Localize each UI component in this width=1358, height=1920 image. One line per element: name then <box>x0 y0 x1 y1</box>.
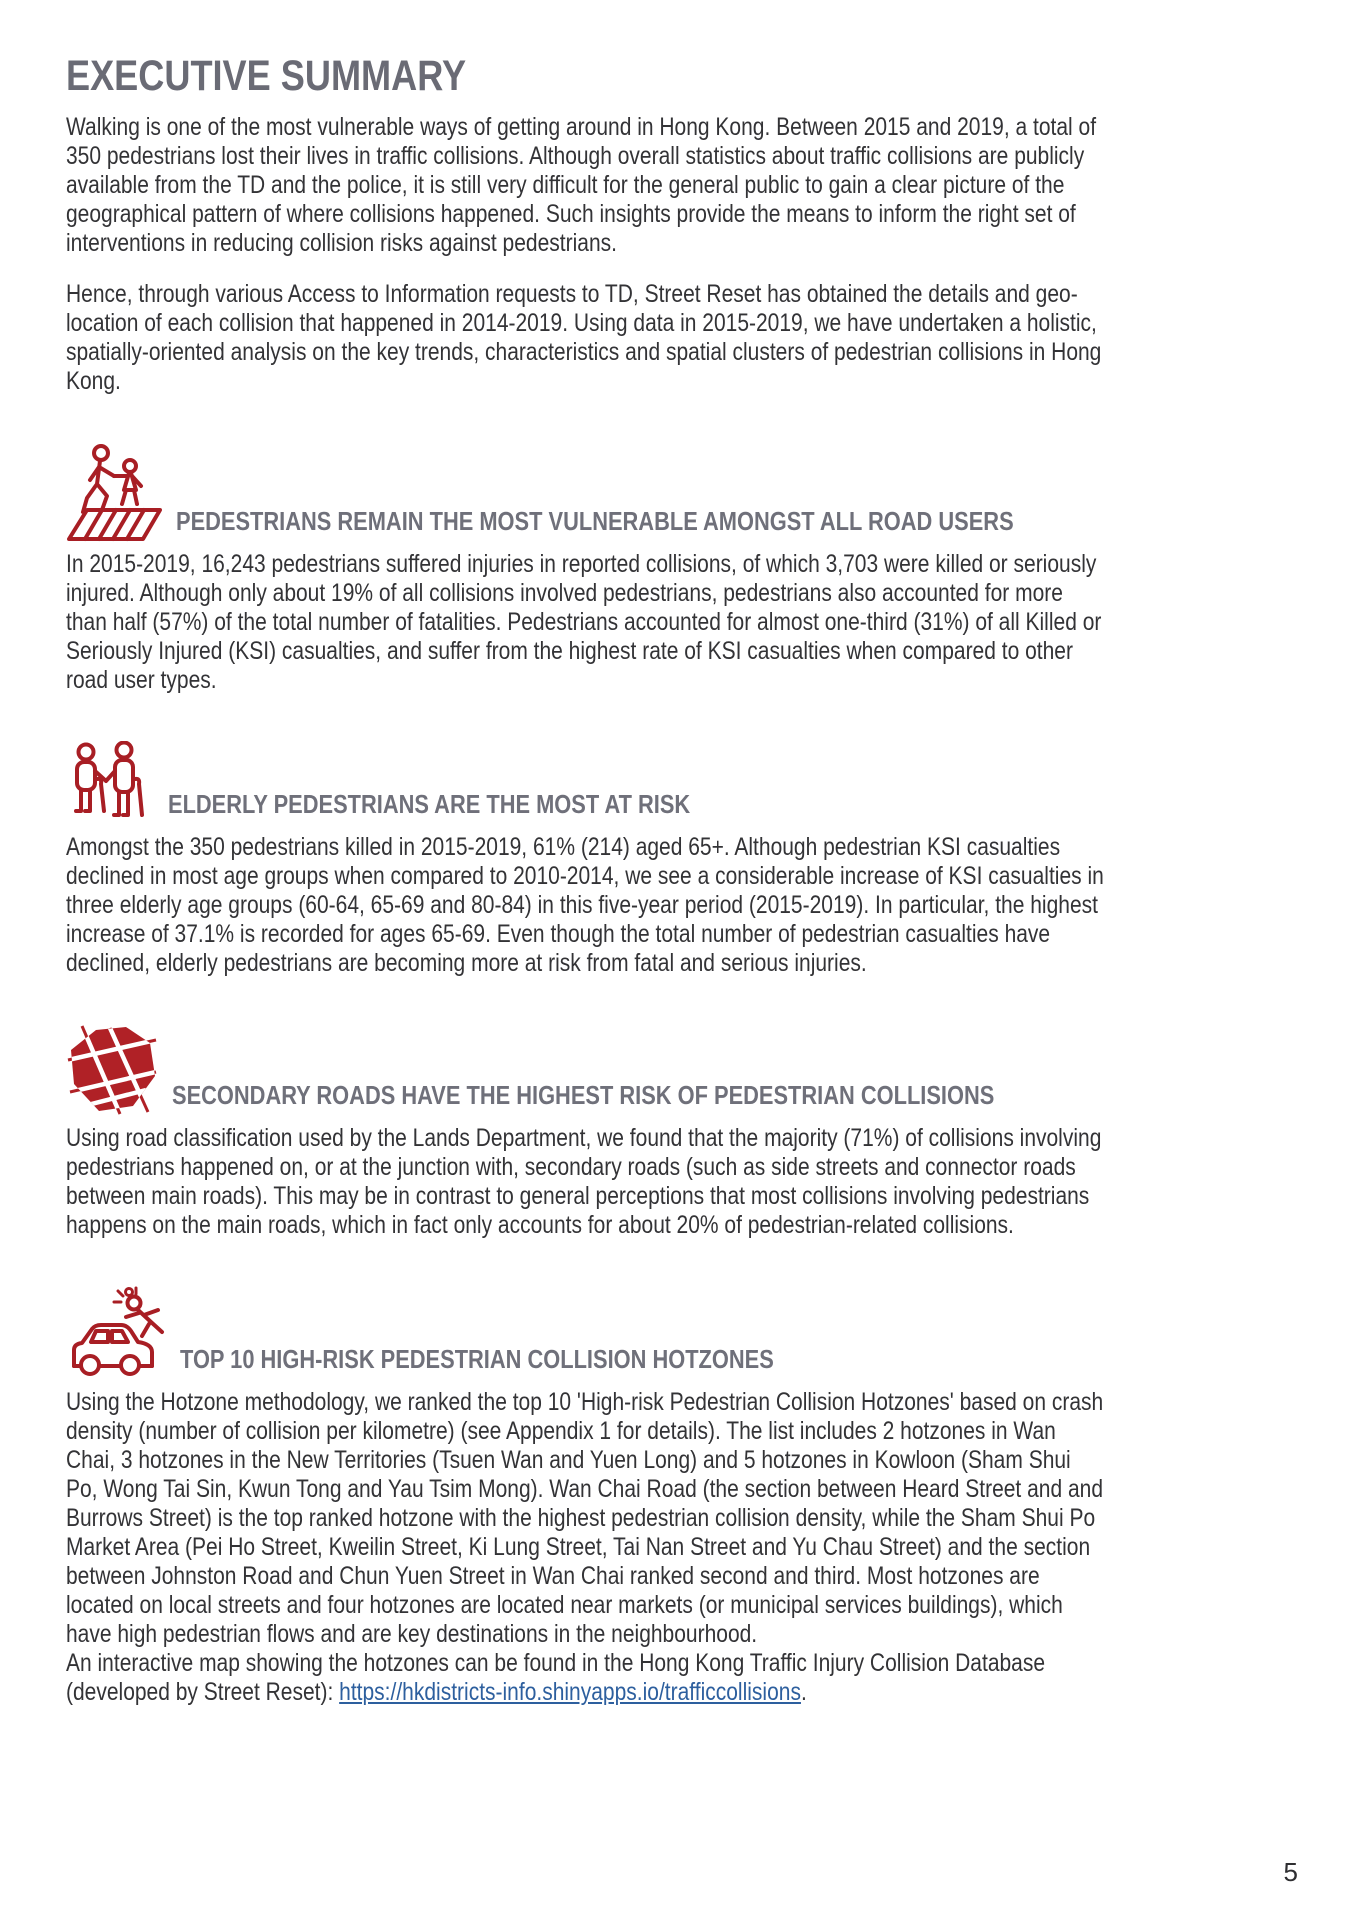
section-top10-hotzones <box>66 1286 1292 1649</box>
section-body: Amongst the 350 pedestrians killed in 2015-2019, 61% (214) aged 65+. Although pedestrian KSI casualties declined in most age groups when compared to 2010-2014, we see a considerable increase of KSI casualties in three elderly age groups (60-64, 65-69 and 80-84) in this five-year period (2015-2019). In particular, the highest increase of 37.1% is recorded for ages 65-69. Even though the total number of pedestrian casualties have declined, elderly pedestrians are becoming more at risk from fatal and serious injuries. <box>66 833 1104 978</box>
section-pedestrians-vulnerable <box>66 442 1292 695</box>
page-title: EXECUTIVE SUMMARY <box>66 52 467 100</box>
section-heading: ELDERLY PEDESTRIANS ARE THE MOST AT RISK <box>168 789 691 820</box>
section-secondary-roads <box>66 1024 1292 1240</box>
section-body: In 2015-2019, 16,243 pedestrians suffered injuries in reported collisions, of which 3,703 were killed or seriously injured. Although only about 19% of all collisions involved pedestrians, pedestrians also accounted for more than half (57%) of the total number of fatalities. Pedestrians accounted for almost one-third (31%) of all Killed or Seriously Injured (KSI) casualties, and suffer from the highest rate of KSI casualties when compared to other road user types. <box>66 550 1102 695</box>
car-pedestrian-collision-icon <box>66 1286 166 1380</box>
footer-text-after: . <box>800 1678 807 1707</box>
section-body: Using road classification used by the Lands Department, we found that the majority (71%) of collisions involving pedestrians happened on, or at the junction with, secondary roads (such as side streets and connector roads between main roads). This may be in contrast to general perceptions that most collisions involving pedestrians happens on the main roads, which in fact only accounts for about 20% of pedestrian-related collisions. <box>66 1124 1102 1240</box>
section-header <box>66 1024 1292 1116</box>
page-number: 5 <box>1283 1857 1298 1887</box>
section-heading: PEDESTRIANS REMAIN THE MOST VULNERABLE AMONGST ALL ROAD USERS <box>176 506 1014 537</box>
section-header <box>66 442 1292 542</box>
footer-text: An interactive map showing the hotzones can be found in the Hong Kong Traffic Injury Collision Database (developed by Street Reset): <box>66 1649 1046 1707</box>
crosswalk-pedestrians-icon <box>66 442 162 542</box>
external-link[interactable]: https://hkdistricts-info.shinyapps.io/trafficcollisions <box>339 1678 801 1707</box>
elderly-pedestrians-icon <box>66 741 154 825</box>
intro-paragraph-2: Hence, through various Access to Information requests to TD, Street Reset has obtained the details and geo-location of each collision that happened in 2014-2019. Using data in 2015-2019, we have undertaken a holistic, spatially-oriented analysis on the key trends, characteristics and spatial clusters of pedestrian collisions in Hong Kong. <box>66 280 1102 396</box>
footer-paragraph <box>66 1649 1106 1707</box>
section-header <box>66 741 1292 825</box>
section-header <box>66 1286 1292 1380</box>
section-elderly-at-risk <box>66 741 1292 978</box>
intro-paragraph-1: Walking is one of the most vulnerable ways of getting around in Hong Kong. Between 2015 and 2019, a total of 350 pedestrians lost their lives in traffic collisions. Although overall statistics about traffic collisions are publicly available from the TD and the police, it is still very difficult for the general public to gain a clear picture of the geographical pattern of where collisions happened. Such insights provide the means to inform the right set of interventions in reducing collision risks against pedestrians. <box>66 113 1097 258</box>
section-body: Using the Hotzone methodology, we ranked the top 10 'High-risk Pedestrian Collision Hotzones' based on crash density (number of collision per kilometre) (see Appendix 1 for details). The list includes 2 hotzones in Wan Chai, 3 hotzones in the New Territories (Tsuen Wan and Yuen Long) and 5 hotzones in Kowloon (Sham Shui Po, Wong Tai Sin, Kwun Tong and Yau Tsim Mong). Wan Chai Road (the section between Heard Street and and Burrows Street) is the top ranked hotzone with the highest pedestrian collision density, while the Sham Shui Po Market Area (Pei Ho Street, Kweilin Street, Ki Lung Street, Tai Nan Street and Yu Chau Street) and the section between Johnston Road and Chun Yuen Street in Wan Chai ranked second and third. Most hotzones are located on local streets and four hotzones are located near markets (or municipal services buildings), which have high pedestrian flows and are key destinations in the neighbourhood. <box>66 1388 1104 1649</box>
secondary-roads-map-icon <box>66 1024 158 1116</box>
section-heading: TOP 10 HIGH-RISK PEDESTRIAN COLLISION HOTZONES <box>180 1344 774 1375</box>
section-heading: SECONDARY ROADS HAVE THE HIGHEST RISK OF PEDESTRIAN COLLISIONS <box>172 1080 995 1111</box>
